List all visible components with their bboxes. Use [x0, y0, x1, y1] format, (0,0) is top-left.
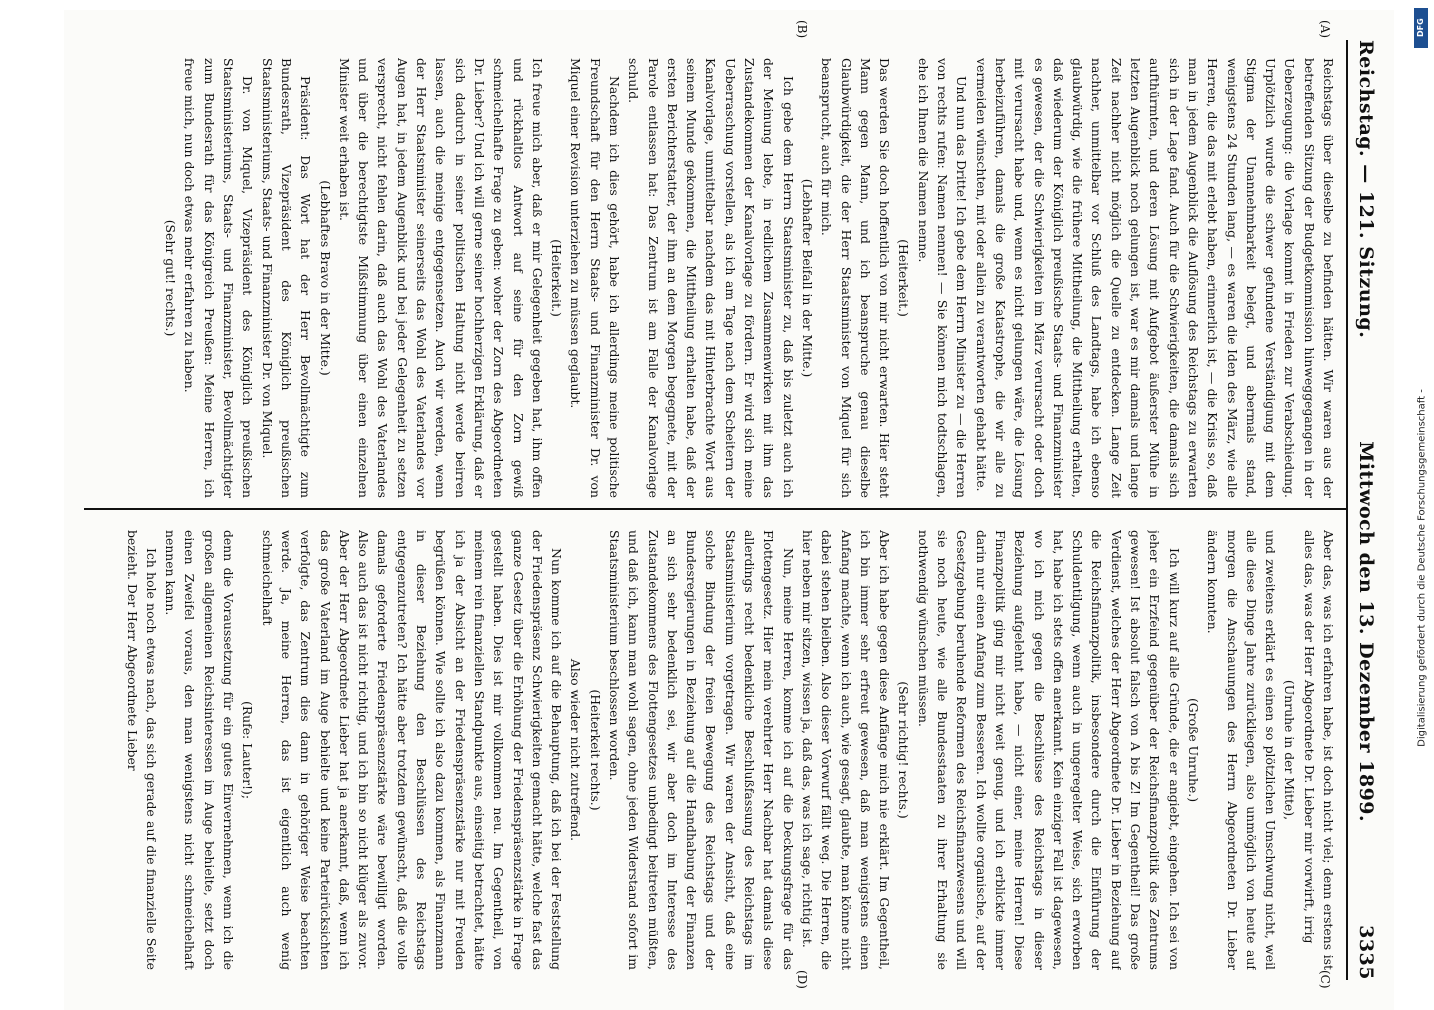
interjection: (Sehr richtig! rechts.) [896, 681, 912, 819]
interjection: (Sehr gut! rechts.) [163, 219, 179, 337]
paragraph: Ich will kurz auf alle Gründe, die er angiebt, eingehen. Ich sei von jeher ein Erzfeind gegenüber der Reichsfinanzpolitik des Zentrums gewesen! Ist absolut falsch von A bis Z! Im Gegentheil! Das große Verdienst, welches der Herr Abgeordnete Dr. Lieber in Beziehung auf die Reichsfinanzpolitik, insbesondere durch die Einführung der Schuldentilgung, wenn auch in ungeregelter Weise, sich erworben hat, habe ich stets offen anerkannt. Kein einziger Fall ist dagewesen, wo ich mich gegen die Beschlüsse des Reichstags in dieser Beziehung aufgelehnt habe, — nicht einer, meine Herren! Diese Finanzpolitik ging mir nicht weit genug, und ich erblickte immer darin nur einen Anfang zum Besseren. Ich wollte organische, auf der Gesetzgebung beruhende Reformen des Reichsfinanzwesens und will sie noch heute, wie alle Bundesstaaten zu ihrer Erhaltung sie nothwendig wünschen müssen. [915, 530, 1182, 970]
paragraph: Also wieder nicht zutreffend. [568, 658, 584, 842]
digitization-credit [1413, 8, 1431, 992]
interjection: (Lebhaftes Bravo in der Mitte.) [317, 180, 333, 376]
interjection: (Unruhe in der Mitte), [1282, 679, 1298, 821]
right-column [84, 530, 1338, 970]
president-speech: Präsident: Das Wort hat der Herr Bevollmächtigte zum Bundesrath, Vizepräsident des Königlich preußischen Staatsministeriums, Staats- und Finanzminister Dr. von Miquel. [259, 58, 314, 498]
credit-text: Digitalisierung gefördert durch die Deutsche Forschungsgemeinschaft - [1416, 389, 1428, 747]
paragraph: denn die Voraussetzung für ein gutes Einvernehmen, wenn ich die großen allgemeinen Reichsinteressen im Auge behielte, setzt doch einen Zweifel voraus, den man wenigstens nicht schmeichelhaft nennen kann. [163, 530, 237, 970]
paragraph: Nachdem ich dies gehört, habe ich allerdings meine politische Freundschaft für den Herrn Staats- und Finanzminister Dr. von Miquel einer Revision unterziehen zu müssen geglaubt. [568, 58, 623, 498]
interjection: (Große Unruhe.) [1185, 697, 1201, 803]
paragraph: Und nun das Dritte! Ich gebe dem Herrn Minister zu — die Herren von rechts rufen: Namen nennen! — Sie können mich todtschlagen, ehe ich Ihnen die Namen nenne. [915, 58, 970, 498]
interjection: (Heiterkeit.) [896, 239, 912, 317]
margin-marker-c: (C) [1318, 970, 1332, 989]
paragraph: Ich hole noch etwas nach, das sich gerade auf die finanzielle Seite bezieht. Der Herr Abgeordnete Lieber [124, 530, 159, 970]
paragraph: Ich freue mich aber, daß er mir Gelegenheit gegeben hat, ihm offen und rückhaltlos Antwort auf seine für den Zorn gewiß schmeichelhafte Frage zu geben: woher der Zorn des Abgeordneten Dr. Lieber? Und ich will gerne seiner hochherzigen Erklärung, daß er sich dadurch in seiner politischen Haltung nicht werde beirren lassen, auch die meinige entgegensetzen. Auch wir werden, wenn der Herr Staatsminister seinerseits das Wohl des Vaterlandes vor Augen hat, in jedem Augenblick und bei jeder Gelegenheit zu setzen versprecht, nicht fehlen darin, daß auch das Wohl des Vaterlandes und über die berechtigtste Mißstimmung über einen einzelnen Minister weit erhaben ist. [336, 58, 545, 498]
page-header [1352, 40, 1380, 980]
column-divider [84, 508, 1346, 510]
paragraph: Aber das, was ich erfahren habe, ist doch nicht viel; denn erstens ist alles das, was der Herr Abgeordnete Dr. Lieber mir vorwirft, irrig [1301, 530, 1336, 970]
paragraph: Reichstags über dieselbe zu befinden hätten. Wir waren aus der betreffenden Sitzung der Budgetkommission hinweggegangen in der Ueberzeugung: die Vorlage kommt in Frieden zur Verabschiedung. Urplötzlich wurde die schwer gefundene Verständigung mit dem Stigma der Unannehmbarkeit belegt, und abermals stand, wenigstens 24 Stunden lang, — es waren die Iden des März, wie alle Herren, die das mit erlebt haben, erinnerlich ist, — die Krisis so, daß man in jedem Augenblick die Auflösung des Reichstags zu erwarten sich in der Lage fand. Auch für die Schwierigkeiten, die damals sich aufthürmten, und deren Lösung mit Aufgebot äußerster Mühe in letzten Augenblick noch gelungen ist, war es mir damals und lange Zeit nachher nicht möglich die Quelle zu entdecken. Lange Zeit nachher, unmittelbar vor Schluß des Landtags, habe ich ebenso glaubwürdig, wie die frühere Mittheilung, die Mittheilung erhalten, daß wiederum der Königlich preußische Staats- und Finanzminister es gewesen, der die Schwierigkeiten im März verursacht oder doch mit verursacht habe und, wenn es nicht gelungen wäre, die Lösung herbeizuführen, damals die große Katastrophe, die wir alle zu vermeiden wünschten, mit oder allein zu verantworten gehabt hätte. [973, 58, 1336, 498]
paragraph: und zweitens erklärt es einen so plötzlichen Umschwung nicht, weil alle diese Dinge Jahre zurückliegen, also unmöglich von heute auf morgen die Anschauungen des Herrn Abgeordneten Dr. Lieber ändern konnten. [1205, 530, 1279, 970]
interjection: (Rufe: Lauter!); [240, 701, 256, 799]
paragraph: Ich gebe dem Herrn Staatsminister zu, daß bis zuletzt auch ich der Meinung lebte, in redlichem Zusammenwirken mit ihm das Zustandekommen der Kanalvorlage zu fördern. Er wird sich meine Ueberraschung vorstellen, als ich am Tage nach dem Scheitern der Kanalvorlage, unmittelbar nachdem das mit Hinterbrachte Wort aus seinem Munde gekommen, die Mittheilung erhalten habe, daß der ersten Berichterstatter, der ihm an dem Morgen begegnete, mit der Parole entlassen hat: Das Zentrum ist am Falle der Kanalvorlage schuld. [626, 58, 796, 498]
paragraph: Aber ich habe gegen diese Anfänge mich nie erklärt. Im Gegentheil, ich bin immer sehr erfreut gewesen, daß man wenigstens einen Anfang machte, wenn ich auch, wie gesagt, glaubte, man könne nicht dabei stehen bleiben. Also dieser Vorwurf fällt weg. Die Herren, die hier neben mir sitzen, wissen ja, daß das, was ich sage, richtig ist. [799, 530, 893, 970]
interjection: (Lebhafter Beifall in der Mitte.) [799, 178, 815, 378]
dfg-logo: DFG [1414, 8, 1428, 48]
margin-marker-d: (D) [795, 970, 809, 989]
interjection: (Heiterkeit.) [549, 239, 565, 317]
paragraph: Nun komme ich auf die Behauptung, daß ich bei der Feststellung der Friedenspräsenz Schwierigkeiten gemacht hätte, welche fast das ganze Gesetz über die Erhöhung der Friedenspräsenzstärke in Frage gestellt haben. Dies ist mir vollkommen neu. Im Gegentheil, von meinem rein finanziellen Standpunkte aus, einseitig betrachtet, hätte ich ja der Absicht an der Friedenspräsenzstärke nur mit Freuden begrüßen können. Wie sollte ich also dazu kommen, als Finanzmann in dieser Beziehung den Beschlüssen des Reichstags entgegenzutreten? Ich hätte aber trotzdem gewünscht, daß die volle damals geforderte Friedenspräsenzstärke wäre bewilligt worden. Also auch das ist nicht richtig, und ich bin so nicht klüger als zuvor. Aber der Herr Abgeordnete Lieber hat ja anerkannt, daß, wenn ich das große Vaterland im Auge behielte und keine Parteirücksichten verfolgte, das Zentrum dies dann in gehöriger Weise beachten werde. Ja, meine Herren, das ist eigentlich auch wenig schmeichelhaft [259, 530, 565, 970]
header-date: Mittwoch den 13. Dezember 1899. [1355, 441, 1377, 823]
paragraph: Nun, meine Herren, komme ich auf die Deckungsfrage für das Flottengesetz. Hier mein verehrter Herr Nachbar hat damals diese allerdings recht bedenkliche Beschlußfassung des Reichstags im Staatsministerium vorgetragen. Wir waren der Ansicht, daß eine solche Bindung der freien Bewegung des Reichstags und der Bundesregierungen in Beziehung auf die Handhabung der Finanzen an sich sehr bedenklich sei, wir aber doch im Interesse des Zustandekommens des Flottengesetzes unbedingt beitreten müßten, und daß ich, kann man wohl sagen, ohne jeden Widerstand sofort im Staatsministerium beschlossen worden. [607, 530, 796, 970]
page-number: 3335 [1355, 925, 1377, 980]
margin-marker-a: (A) [1318, 20, 1332, 39]
left-column [84, 58, 1338, 498]
speaker-intro: Dr. von Miquel, Vizepräsident des Königlich preußischen Staatsministeriums, Staats- und Finanzminister, Bevollmächtigter zum Bundesrath für das Königreich Preußen: Meine Herren, ich freue mich, nun doch etwas mehr erfahren zu haben. [182, 58, 256, 498]
interjection: (Heiterkeit rechts.) [587, 689, 603, 811]
scanned-page [64, 10, 1394, 1010]
header-rule [1346, 40, 1348, 980]
margin-marker-b: (B) [795, 20, 809, 39]
header-left: Reichstag. — 121. Sitzung. [1355, 40, 1377, 339]
paragraph: Das werden Sie doch hoffentlich von mir nicht erwarten. Hier steht Mann gegen Mann, und ich beanspruche genau dieselbe Glaubwürdigkeit, die der Herr Staatsminister von Miquel für sich beansprucht, auch für mich. [819, 58, 893, 498]
